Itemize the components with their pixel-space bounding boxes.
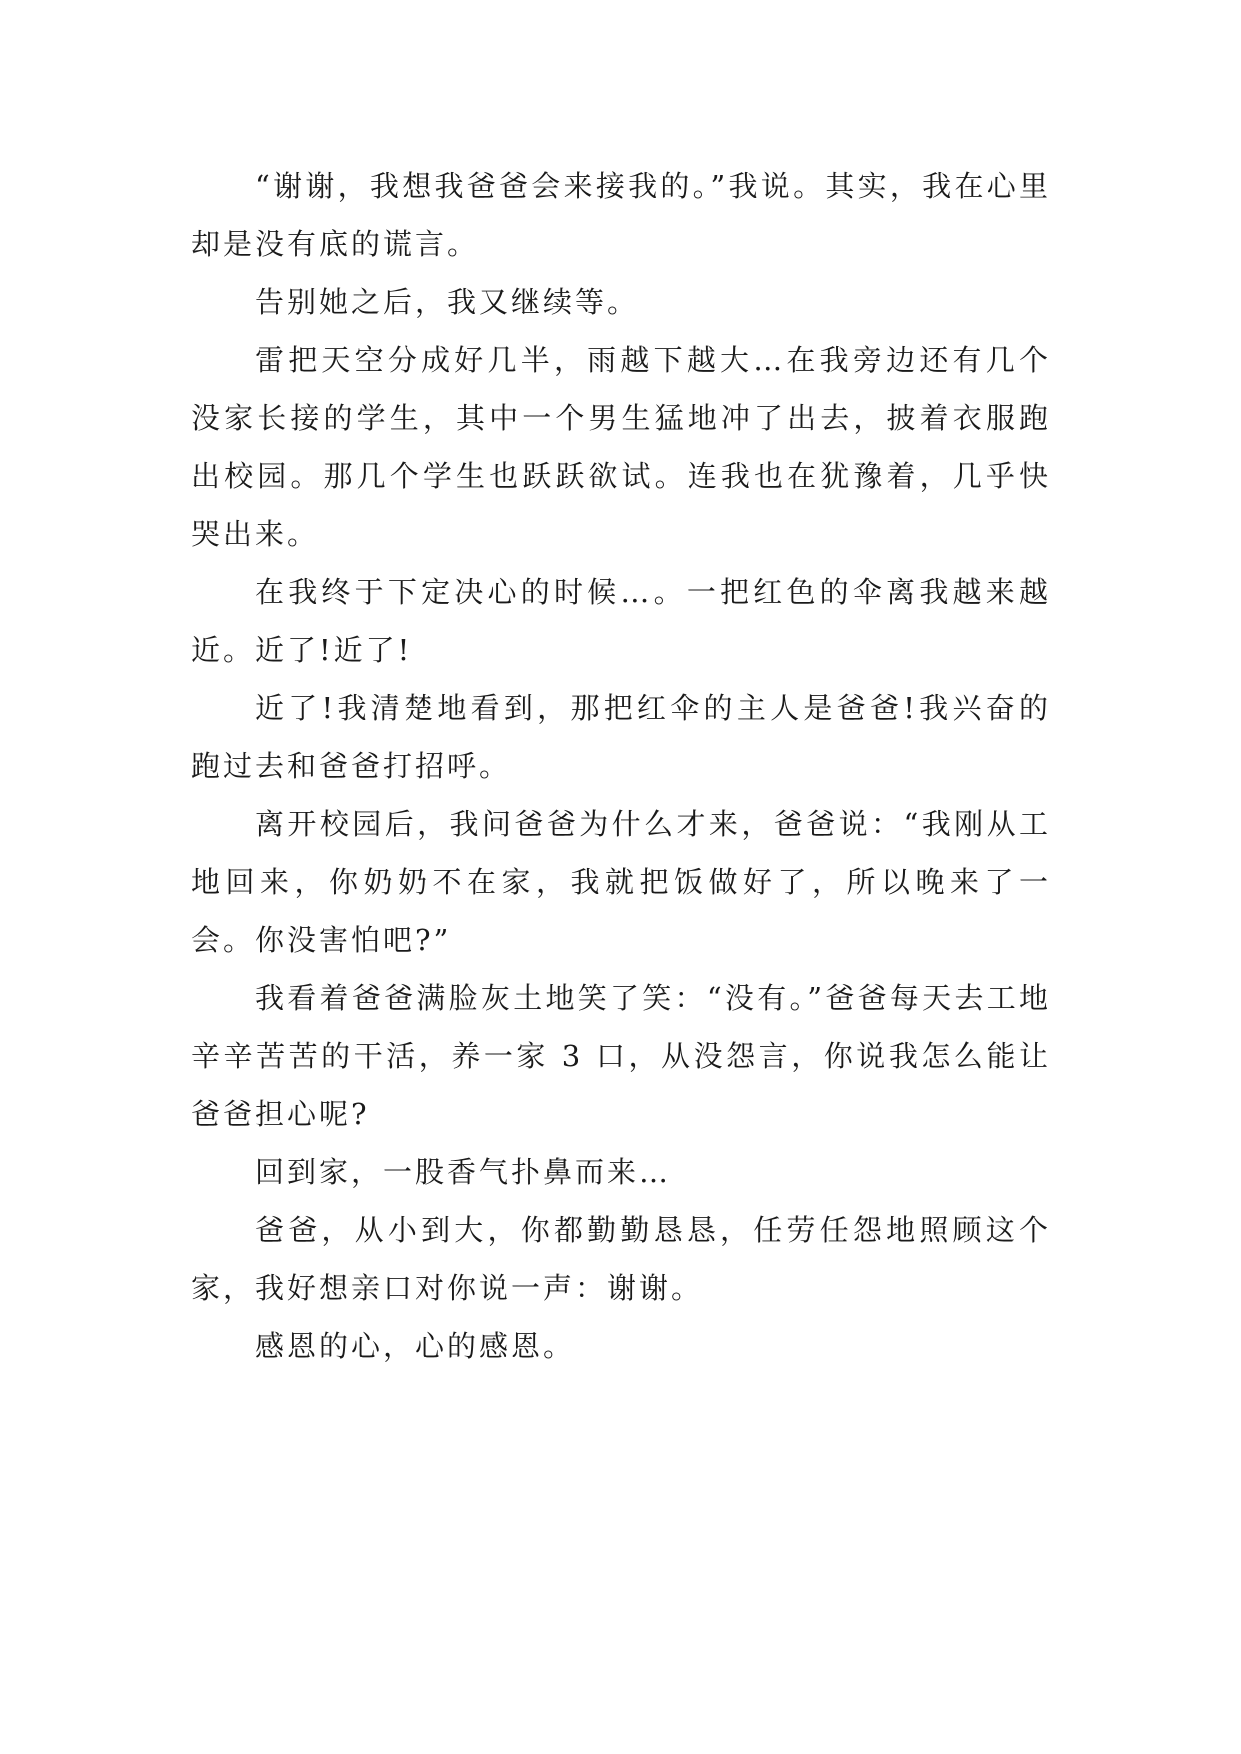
paragraph-8: 回到家，一股香气扑鼻而来…: [255, 1155, 672, 1189]
paragraph-1: “谢谢，我想我爸爸会来接我的。”我说。其实，我在心里却是没有底的谎言。: [191, 169, 1051, 261]
paragraph-6: 离开校园后，我问爸爸为什么才来，爸爸说：“我刚从工地回来，你奶奶不在家，我就把饭做好了，所以晚来了一会。你没害怕吧?”: [191, 807, 1051, 957]
paragraph-4: 在我终于下定决心的时候…。一把红色的伞离我越来越近。近了!近了!: [191, 575, 1051, 667]
paragraph-3: 雷把天空分成好几半，雨越下越大…在我旁边还有几个没家长接的学生，其中一个男生猛地冲了出去，披着衣服跑出校园。那几个学生也跃跃欲试。连我也在犹豫着，几乎快哭出来。: [191, 343, 1051, 551]
paragraph-2: 告别她之后，我又继续等。: [255, 285, 640, 319]
paragraph-9: 爸爸，从小到大，你都勤勤恳恳，任劳任怨地照顾这个家，我好想亲口对你说一声：谢谢。: [191, 1213, 1051, 1305]
paragraph-7: 我看着爸爸满脸灰土地笑了笑：“没有。”爸爸每天去工地辛辛苦苦的干活，养一家 3 口，从没怨言，你说我怎么能让爸爸担心呢?: [191, 981, 1051, 1131]
paragraph-5: 近了!我清楚地看到，那把红伞的主人是爸爸!我兴奋的跑过去和爸爸打招呼。: [191, 691, 1051, 783]
document-body: [191, 157, 1051, 1375]
paragraph-10: 感恩的心，心的感恩。: [255, 1329, 576, 1363]
